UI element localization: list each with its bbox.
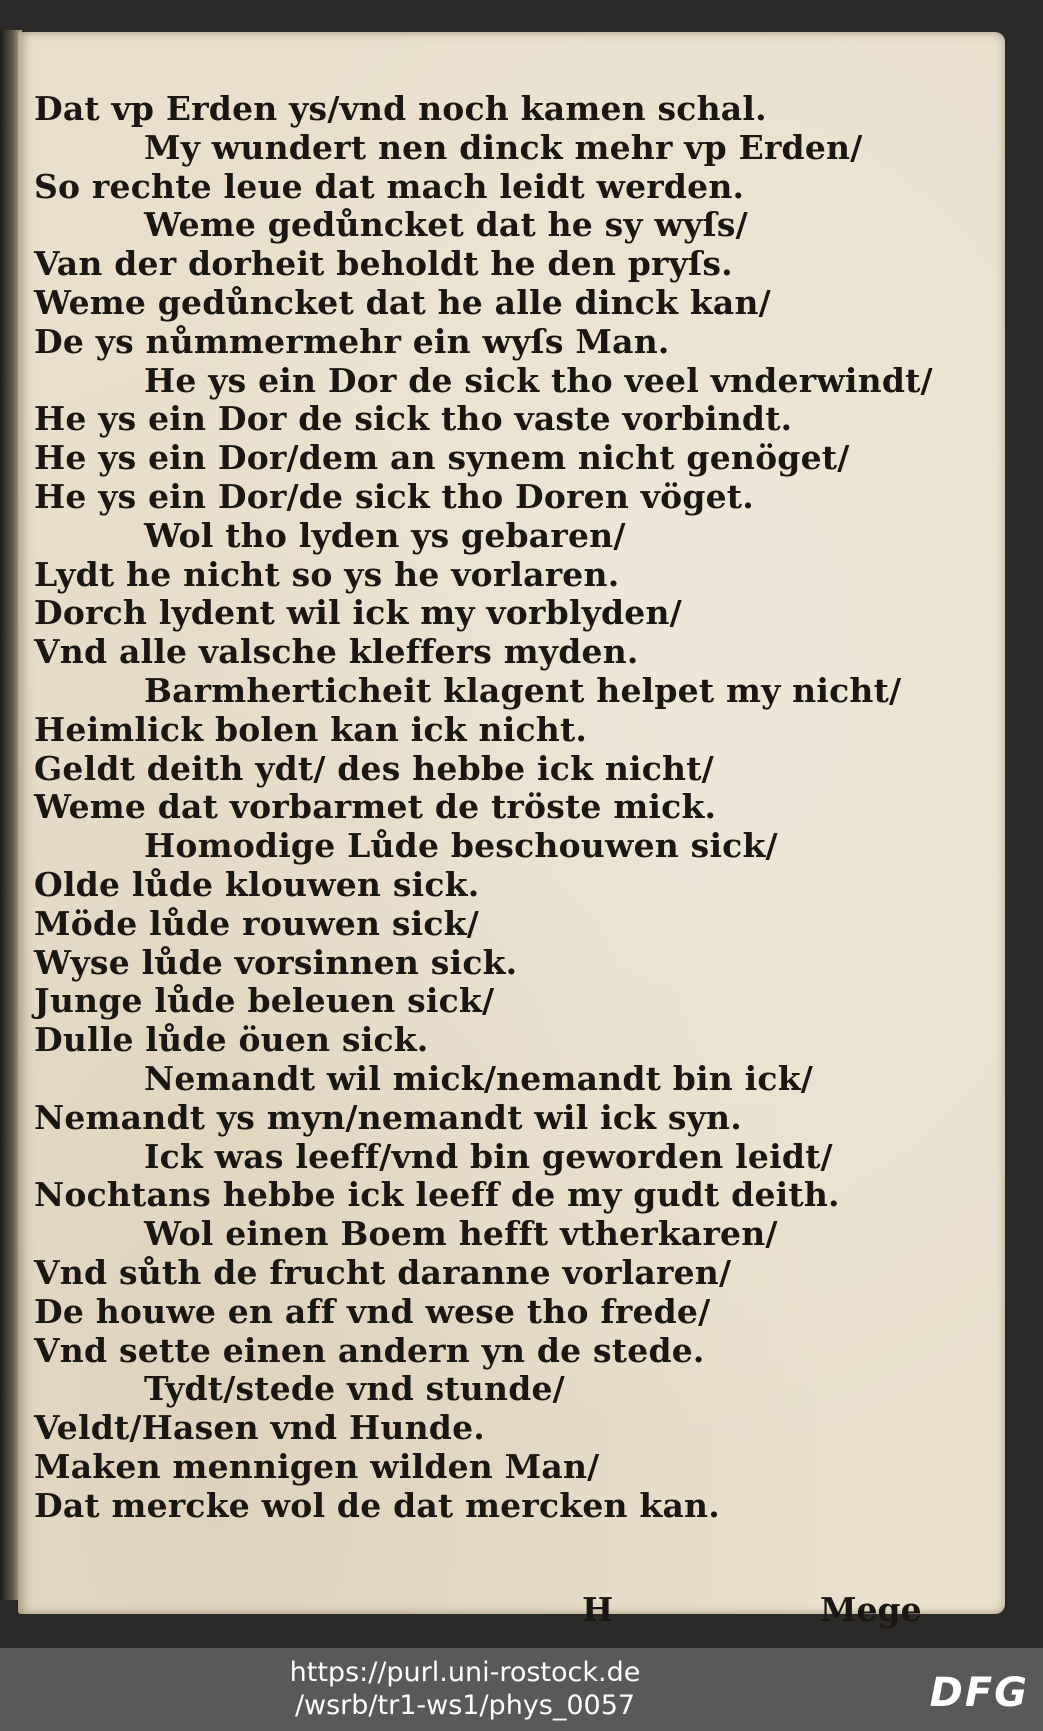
text-line: Geldt deith ydt/ des hebbe ick nicht/	[34, 748, 714, 788]
signature-mark: H	[582, 1590, 614, 1629]
text-line: So rechte leue dat mach leidt werden.	[34, 166, 745, 206]
permalink-line-2[interactable]: /wsrb/tr1-ws1/phys_0057	[294, 1690, 636, 1721]
text-line: He ys ein Dor/de sick tho Doren vöget.	[34, 476, 754, 516]
scanned-page	[18, 32, 1005, 1629]
text-line: Nochtans hebbe ick leeff de my gudt deith.	[34, 1175, 840, 1215]
text-line: Maken mennigen wilden Man/	[34, 1446, 600, 1486]
text-line: Wol einen Boem hefft vtherkaren/	[144, 1214, 778, 1254]
text-line: Nemandt ys myn/nemandt wil ick syn.	[34, 1097, 742, 1137]
text-line: Wyse lůde vorsinnen sick.	[34, 942, 518, 982]
text-line: Dat vp Erden ys/vnd noch kamen schal.	[34, 89, 767, 128]
text-line: Olde lůde klouwen sick.	[34, 864, 480, 904]
text-line: Homodige Lůde beschouwen sick/	[144, 826, 778, 866]
text-line: Weme gedůncket dat he alle dinck kan/	[34, 282, 771, 322]
permalink[interactable]	[0, 1656, 930, 1722]
text-line: De houwe en aff vnd wese tho frede/	[34, 1291, 711, 1331]
text-line: Heimlick bolen kan ick nicht.	[34, 709, 588, 749]
permalink-bar	[0, 1648, 1043, 1731]
text-line: Lydt he nicht so ys he vorlaren.	[34, 554, 620, 594]
text-line: He ys ein Dor/dem an synem nicht genöget/	[34, 438, 850, 478]
text-line: Junge lůde beleuen sick/	[34, 981, 495, 1021]
text-line: He ys ein Dor de sick tho vaste vorbindt.	[34, 399, 793, 439]
text-line: Van der dorheit beholdt he den pryſs.	[34, 244, 733, 284]
text-line: Vnd sette einen andern yn de stede.	[34, 1330, 705, 1370]
text-line: Weme gedůncket dat he sy wyſs/	[144, 205, 748, 245]
text-line: Vnd alle valsche kleffers myden.	[34, 632, 639, 672]
text-line: Dulle lůde öuen sick.	[34, 1020, 429, 1060]
text-line: Nemandt wil mick/nemandt bin ick/	[144, 1058, 814, 1098]
text-line: He ys ein Dor de sick tho veel vnderwindt/	[144, 360, 933, 400]
poem-text	[34, 90, 994, 1525]
text-line: Dorch lydent wil ick my vorblyden/	[34, 593, 682, 633]
text-line: Vnd sůth de frucht daranne vorlaren/	[34, 1252, 732, 1292]
text-line: Ick was leeff/vnd bin geworden leidt/	[144, 1136, 833, 1176]
text-line: Barmhertichеit klagent helpet my nicht/	[144, 670, 902, 710]
permalink-line-1[interactable]: https://purl.uni-rostock.de	[289, 1657, 641, 1688]
text-line: Dat mercke wol de dat mercken kan.	[34, 1485, 720, 1525]
catchword: Mege	[820, 1590, 922, 1629]
text-line: Veldt/Hasen vnd Hunde.	[34, 1408, 485, 1448]
text-line: My wundert nen dinck mehr vp Erden/	[144, 127, 863, 167]
text-line: De ys nůmmermehr ein wyſs Man.	[34, 321, 670, 361]
text-line: Wol tho lyden ys gebaren/	[144, 515, 626, 555]
text-line: Tydt/stede vnd stunde/	[144, 1369, 565, 1409]
page-footer	[34, 1590, 994, 1630]
text-line: Weme dat vorbarmet de tröste mick.	[34, 787, 717, 827]
dfg-logo: DFG	[929, 1670, 1029, 1716]
text-line: Möde lůde rouwen sick/	[34, 903, 479, 943]
